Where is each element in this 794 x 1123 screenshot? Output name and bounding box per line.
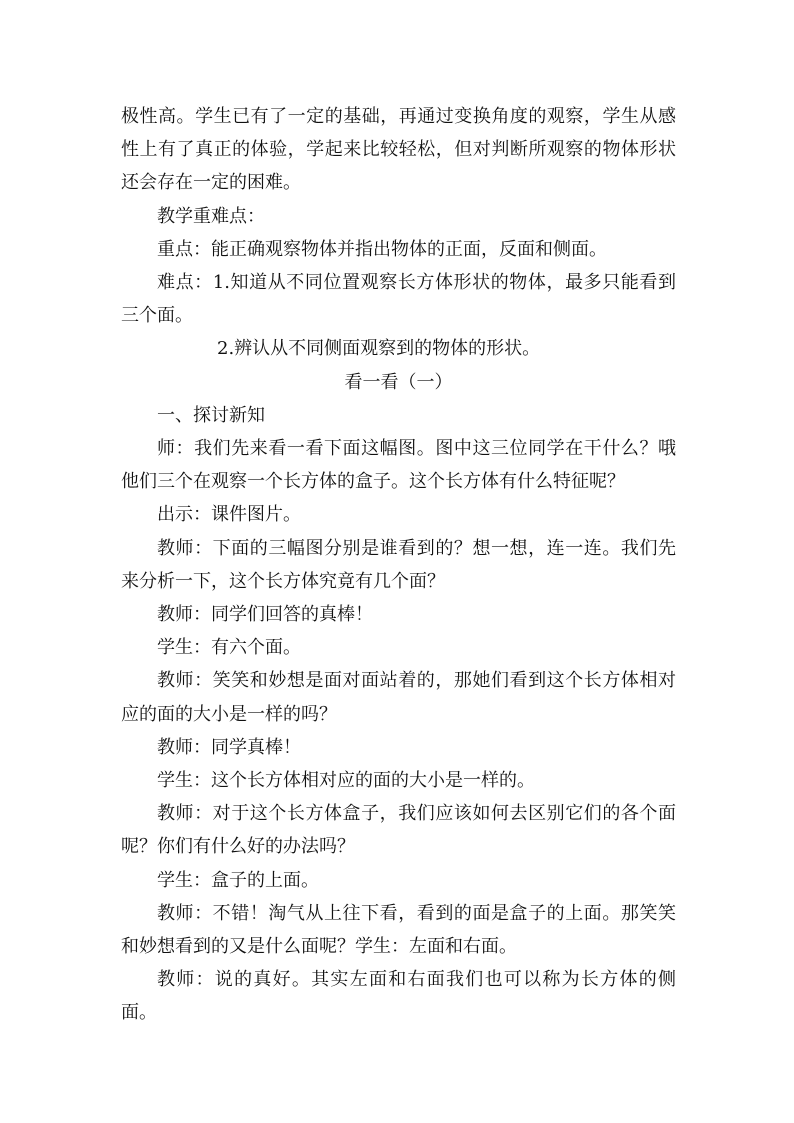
dialogue-line: 教师：对于这个长方体盒子，我们应该如何去区别它们的各个面呢？你们有什么好的办法吗？ [121,803,676,858]
dialogue-line: 教师：同学们回答的真棒！ [157,604,373,626]
dialogue-line: 教师：笑笑和妙想是面对面站着的，那她们看到这个长方体相对应的面的大小是一样的吗？ [121,670,676,725]
dialogue-line: 教师：下面的三幅图分别是谁看到的？想一想，连一连。我们先来分析一下，这个长方体究竟有几个面？ [121,537,676,592]
dialogue-line: 教师：同学真棒！ [157,736,301,758]
heading-key-difficult-points: 教学重难点： [157,205,265,227]
dialogue-line: 出示：课件图片。 [157,504,301,526]
paragraph-continuation: 极性高。学生已有了一定的基础，再通过变换角度的观察，学生从感性上有了真正的体验，学起来比较轻松，但对判断所观察的物体形状还会存在一定的困难。 [121,106,676,194]
paragraph-difficult-point-2: 2.辨认从不同侧面观察到的物体的形状。 [217,338,541,360]
paragraph-difficult-point-1: 难点：1.知道从不同位置观察长方体形状的物体，最多只能看到三个面。 [121,272,676,327]
document-body [121,100,676,1030]
dialogue-line: 教师：说的真好。其实左面和右面我们也可以称为长方体的侧面。 [121,969,676,1024]
dialogue-line: 学生：盒子的上面。 [157,869,319,891]
dialogue-line: 学生：这个长方体相对应的面的大小是一样的。 [157,770,535,792]
section-heading-explore: 一、探讨新知 [157,404,265,426]
dialogue-line: 师：我们先来看一看下面这幅图。图中这三位同学在干什么？哦他们三个在观察一个长方体的盒子。这个长方体有什么特征呢？ [121,438,676,493]
paragraph-key-point: 重点：能正确观察物体并指出物体的正面，反面和侧面。 [157,238,607,260]
dialogue-line: 学生：有六个面。 [157,637,301,659]
section-title: 看一看（一） [344,371,453,393]
dialogue-line: 教师：不错！淘气从上往下看，看到的面是盒子的上面。那笑笑和妙想看到的又是什么面呢？学生：左面和右面。 [121,902,676,958]
